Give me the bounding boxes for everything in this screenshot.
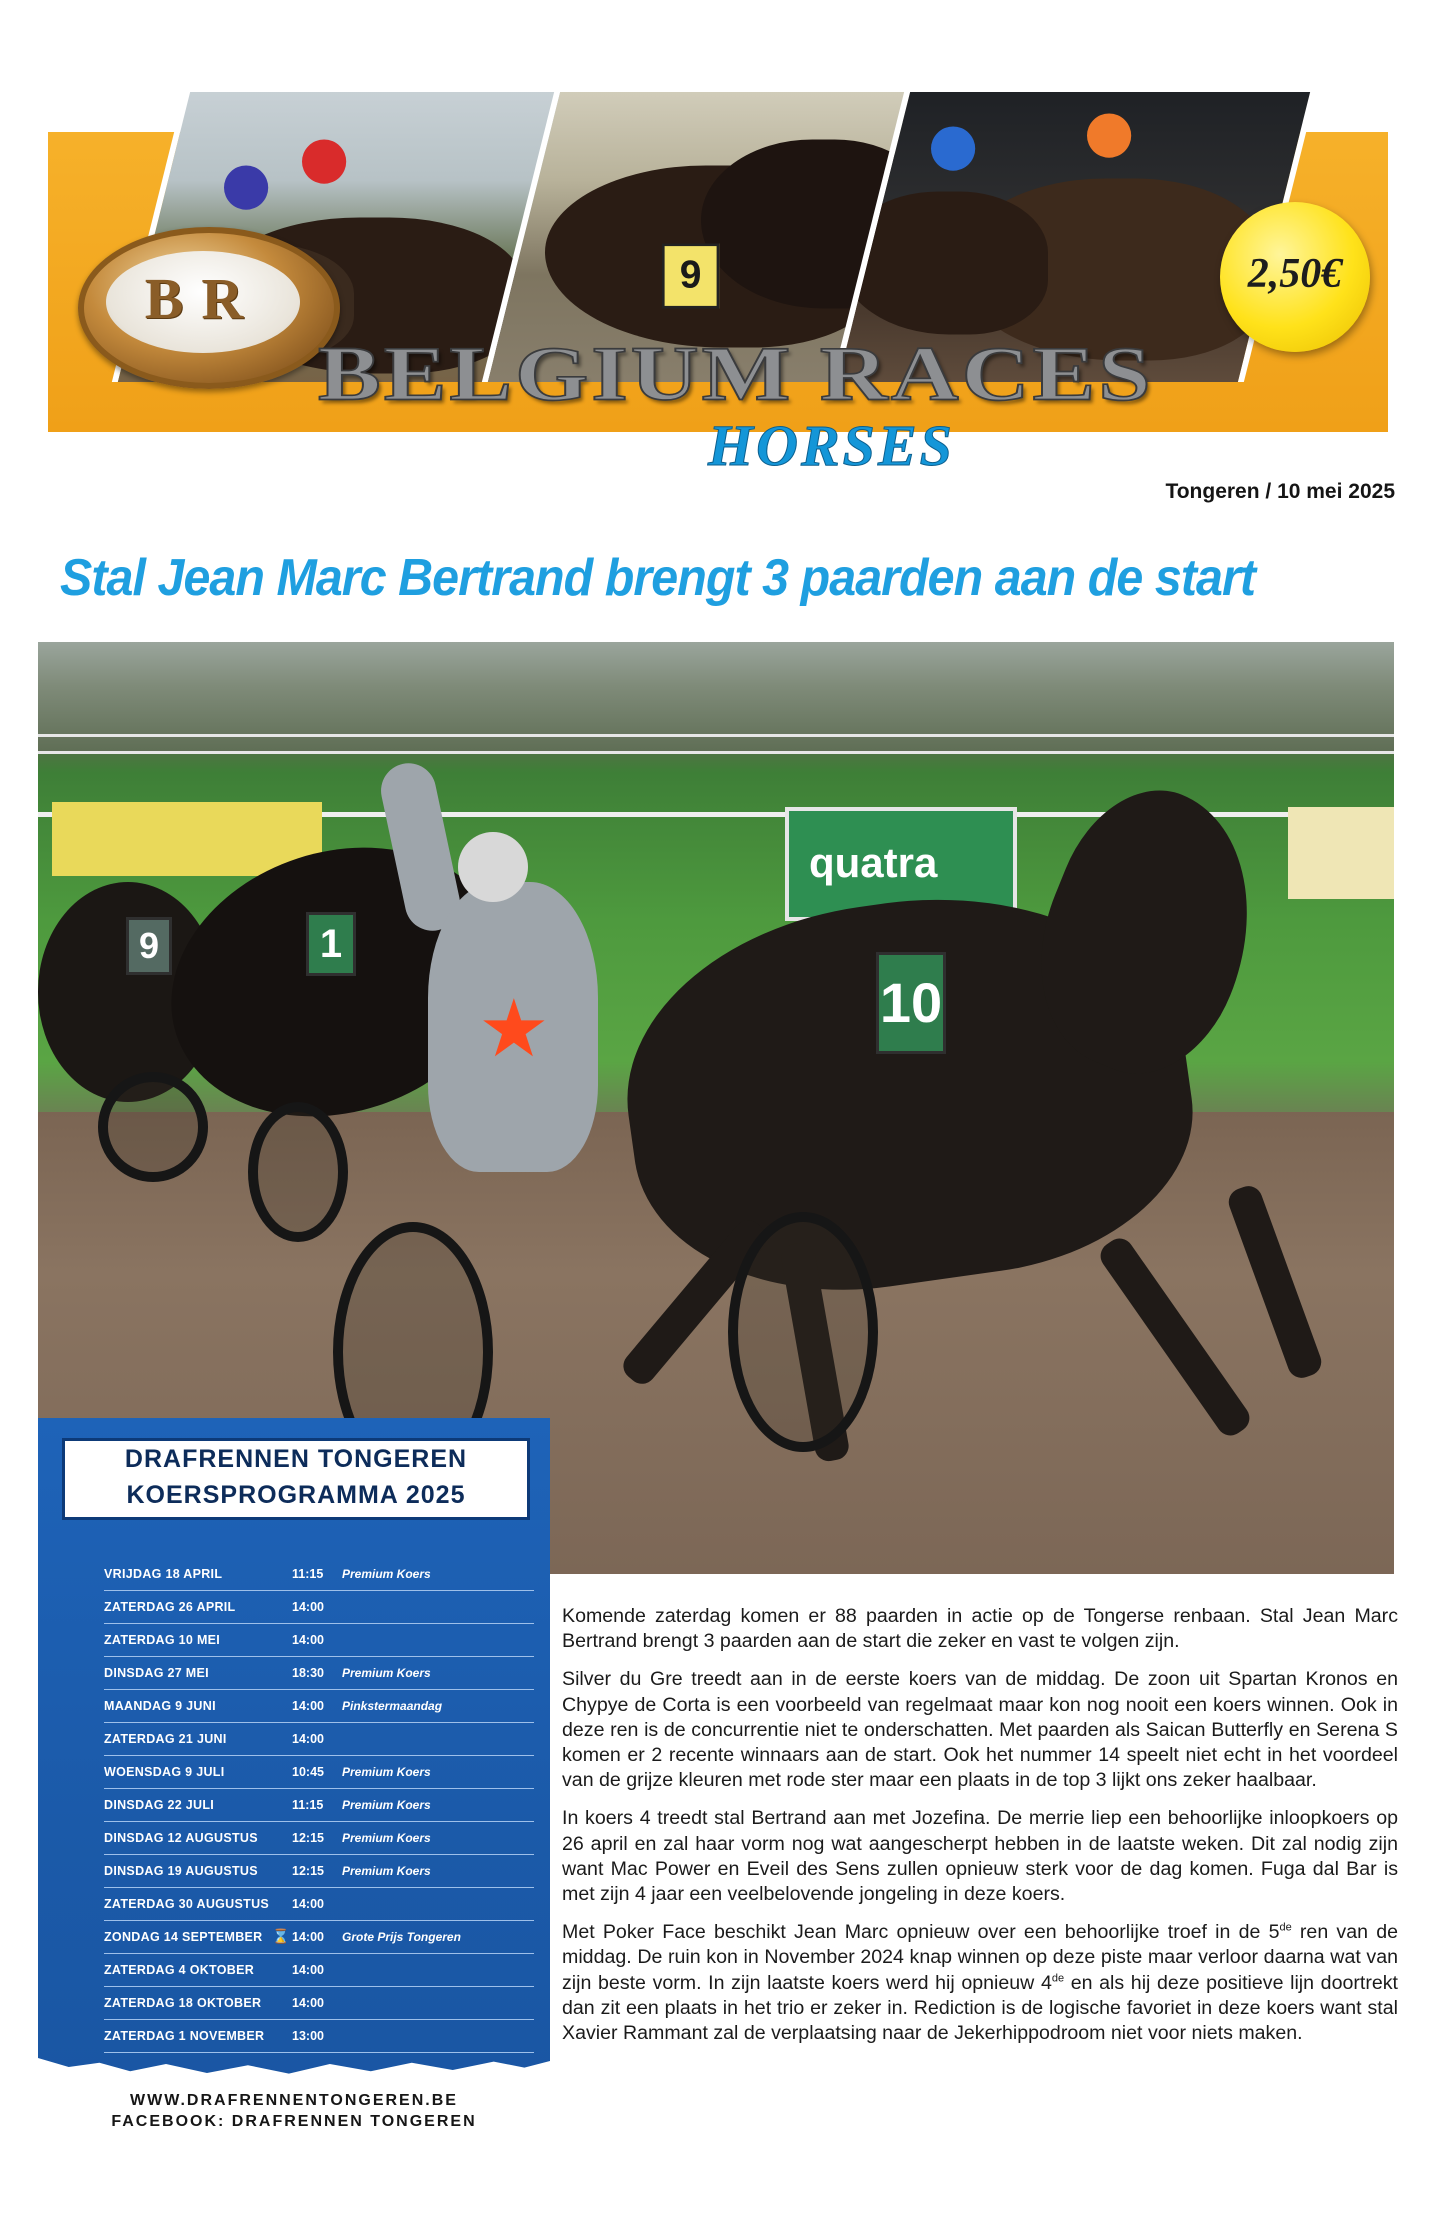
- masthead-photo-2: 9: [482, 92, 946, 382]
- schedule-footer: [0, 2090, 588, 2132]
- star-icon: ★: [478, 984, 550, 1073]
- saddlecloth-9: 9: [126, 917, 172, 975]
- article-paragraph: In koers 4 treedt stal Bertrand aan met Jozefina. De merrie liep een behoorlijke inloopkoers op 26 april en zal haar vorm nog wat aangescherpt hebben in de laatste weken. Dit zal nodig zijn want Mac Power en Eveil des Sens zullen opnieuw sterk voor de dag komen. Fuga dal Bar is met zijn 4 jaar een veelbelovende jongeling in deze koers.: [562, 1807, 1398, 1906]
- schedule-row: WOENSDAG 9 JULI 10:45 Premium Koers: [104, 1756, 534, 1789]
- website-link[interactable]: WWW.DRAFRENNENTONGEREN.BE: [130, 2092, 458, 2109]
- schedule-row: DINSDAG 19 AUGUSTUS 12:15 Premium Koers: [104, 1855, 534, 1888]
- schedule-row: DINSDAG 12 AUGUSTUS 12:15 Premium Koers: [104, 1822, 534, 1855]
- dateline: Tongeren / 10 mei 2025: [1165, 480, 1395, 503]
- br-logo: [78, 227, 340, 389]
- article-body: [562, 1604, 1398, 2059]
- headline: Stal Jean Marc Bertrand brengt 3 paarden aan de start: [60, 549, 1256, 607]
- schedule-row: ZATERDAG 26 APRIL 14:00: [104, 1591, 534, 1624]
- schedule-rows: [104, 1558, 534, 2053]
- brand-subtitle: HORSES: [708, 413, 955, 478]
- brand-title: BELGIUM RACES: [318, 331, 1154, 417]
- trophy-icon: ⌛: [272, 1928, 290, 1944]
- article-paragraph: Komende zaterdag komen er 88 paarden in actie op de Tongerse renbaan. Stal Jean Marc Bertrand brengt 3 paarden aan de start die zeker en vast te volgen zijn.: [562, 1605, 1398, 1653]
- schedule-row: DINSDAG 27 MEI 18:30 Premium Koers: [104, 1657, 534, 1690]
- schedule-row: DINSDAG 22 JULI 11:15 Premium Koers: [104, 1789, 534, 1822]
- saddlecloth-10: 10: [876, 952, 946, 1054]
- sponsor-banner-text: quatra: [809, 839, 938, 886]
- article-paragraph: Met Poker Face beschikt Jean Marc opnieuw over een behoorlijke troef in de 5de ren van de middag. De ruin kon in November 2024 knap winnen op deze piste maar verloor daarna wat van zijn beste vorm. In zijn laatste koers werd hij opnieuw 4de en als hij deze positieve lijn doortrekt dan zit een plaats in het trio er zeker in. Rediction is de logische favoriet in deze koers want stal Xavier Rammant zal de verplaatsing naar de Jekerhippodroom niet voor niets maken.: [562, 1921, 1398, 2045]
- masthead: [48, 92, 1388, 478]
- schedule-row: MAANDAG 9 JUNI 14:00 Pinkstermaandag: [104, 1690, 534, 1723]
- saddlecloth-1: 1: [306, 912, 356, 976]
- sponsor-banner-right: [1288, 807, 1394, 899]
- schedule-row: ZATERDAG 21 JUNI 14:00: [104, 1723, 534, 1756]
- schedule-row: ZATERDAG 18 OKTOBER 14:00: [104, 1987, 534, 2020]
- article-paragraph: Silver du Gre treedt aan in de eerste koers van de middag. De zoon uit Spartan Kronos en Chypye de Corta is een voorbeeld van regelmaat maar kon nog nooit een koers winnen. Ook in deze ren is de concurrentie niet te onderschatten. Met paarden als Saican Butterfly en Serena S komen er 2 recente winnaars aan de start. Ook het nummer 14 speelt niet echt in het voordeel van de grijze kleuren met rode ster maar een plaats in de top 3 lijkt ons zeker haalbaar.: [562, 1668, 1398, 1792]
- facebook-link[interactable]: FACEBOOK: DRAFRENNEN TONGEREN: [111, 2113, 477, 2130]
- schedule-row: ZONDAG 14 SEPTEMBER ⌛ 14:00 Grote Prijs Tongeren: [104, 1921, 534, 1954]
- schedule-row: ZATERDAG 30 AUGUSTUS 14:00: [104, 1888, 534, 1921]
- price-badge: [1220, 202, 1370, 352]
- schedule-row: ZATERDAG 10 MEI 14:00: [104, 1624, 534, 1657]
- schedule-row: VRIJDAG 18 APRIL 11:15 Premium Koers: [104, 1558, 534, 1591]
- schedule-title: DRAFRENNEN TONGEREN KOERSPROGRAMMA 2025: [62, 1438, 530, 1520]
- schedule-row: ZATERDAG 4 OKTOBER 14:00: [104, 1954, 534, 1987]
- race-schedule: [38, 1418, 550, 2098]
- schedule-row: ZATERDAG 1 NOVEMBER 13:00: [104, 2020, 534, 2053]
- price-label: 2,50€: [1247, 251, 1343, 297]
- logo-letters: BR: [144, 266, 262, 331]
